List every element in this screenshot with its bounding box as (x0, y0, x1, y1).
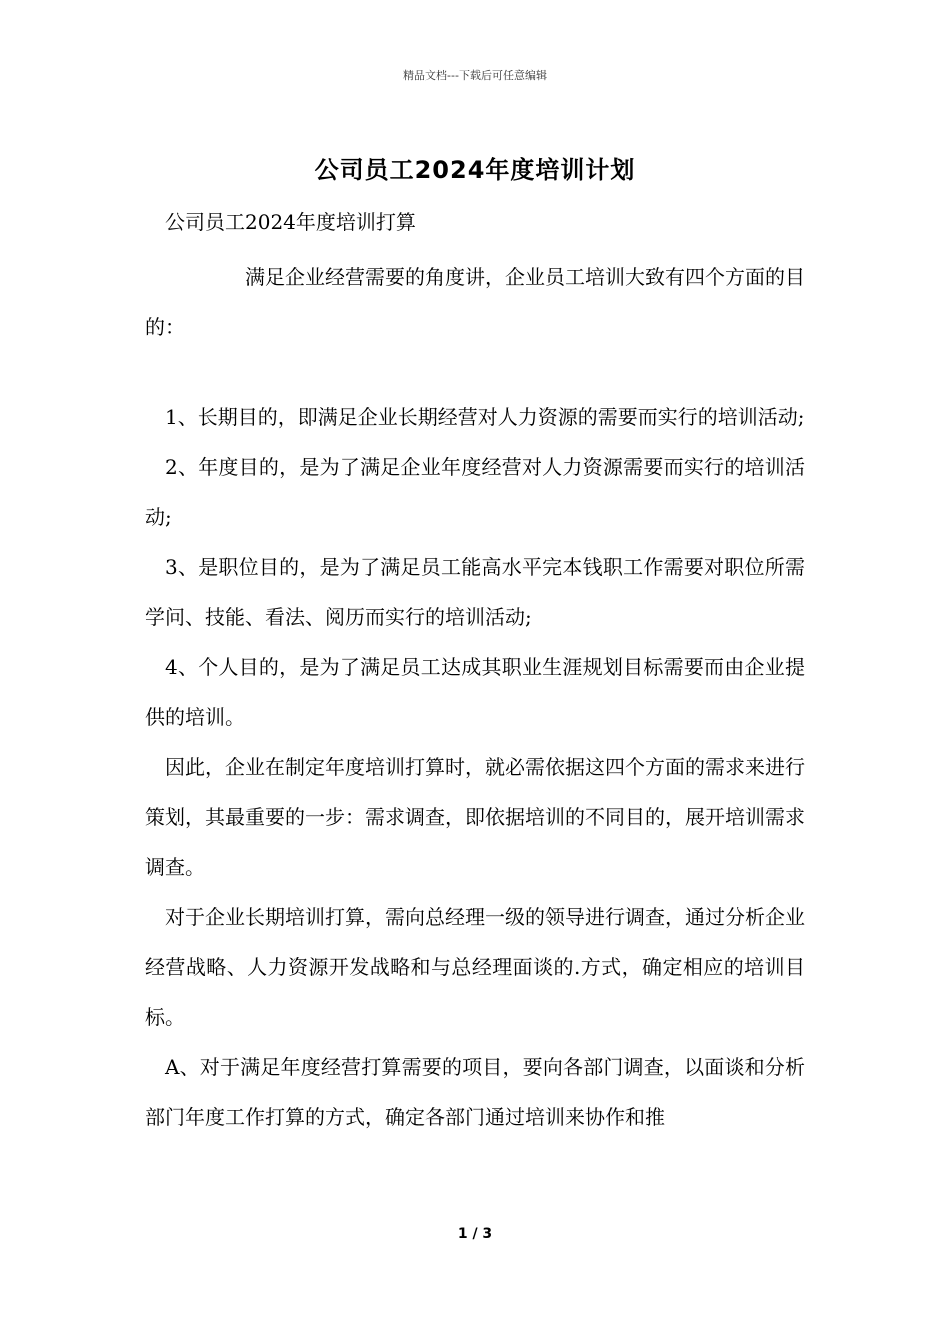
intro-paragraph: 满足企业经营需要的角度讲，企业员工培训大致有四个方面的目的： (145, 265, 805, 339)
paragraph-item-4: 4、个人目的，是为了满足员工达成其职业生涯规划目标需要而由企业提供的培训。 (145, 655, 805, 729)
document-title: 公司员工2024年度培训计划 (314, 156, 636, 184)
document-subtitle: 公司员工2024年度培训打算 (165, 210, 416, 234)
paragraph-item-2: 2、年度目的，是为了满足企业年度经营对人力资源需要而实行的培训活动; (145, 455, 805, 529)
page-number: 1 / 3 (457, 1226, 493, 1242)
paragraph-item-3: 3、是职位目的，是为了满足员工能高水平完本钱职工作需要对职位所需学问、技能、看法、阅历而实行的培训活动; (145, 555, 805, 629)
paragraph-item-1: 1、长期目的，即满足企业长期经营对人力资源的需要而实行的培训活动; (165, 405, 805, 429)
paragraph-therefore: 因此，企业在制定年度培训打算时，就必需依据这四个方面的需求来进行策划，其最重要的一步：需求调查，即依据培训的不同目的，展开培训需求调查。 (145, 755, 805, 879)
document-body (145, 252, 805, 1142)
paragraph-long-term: 对于企业长期培训打算，需向总经理一级的领导进行调查，通过分析企业经营战略、人力资源开发战略和与总经理面谈的.方式，确定相应的培训目标。 (145, 905, 805, 1029)
paragraph-a: A、对于满足年度经营打算需要的项目，要向各部门调查，以面谈和分析部门年度工作打算的方式，确定各部门通过培训来协作和推 (145, 1055, 805, 1129)
paragraph-gap (145, 352, 805, 392)
header-note: 精品文档---下载后可任意编辑 (403, 69, 547, 82)
